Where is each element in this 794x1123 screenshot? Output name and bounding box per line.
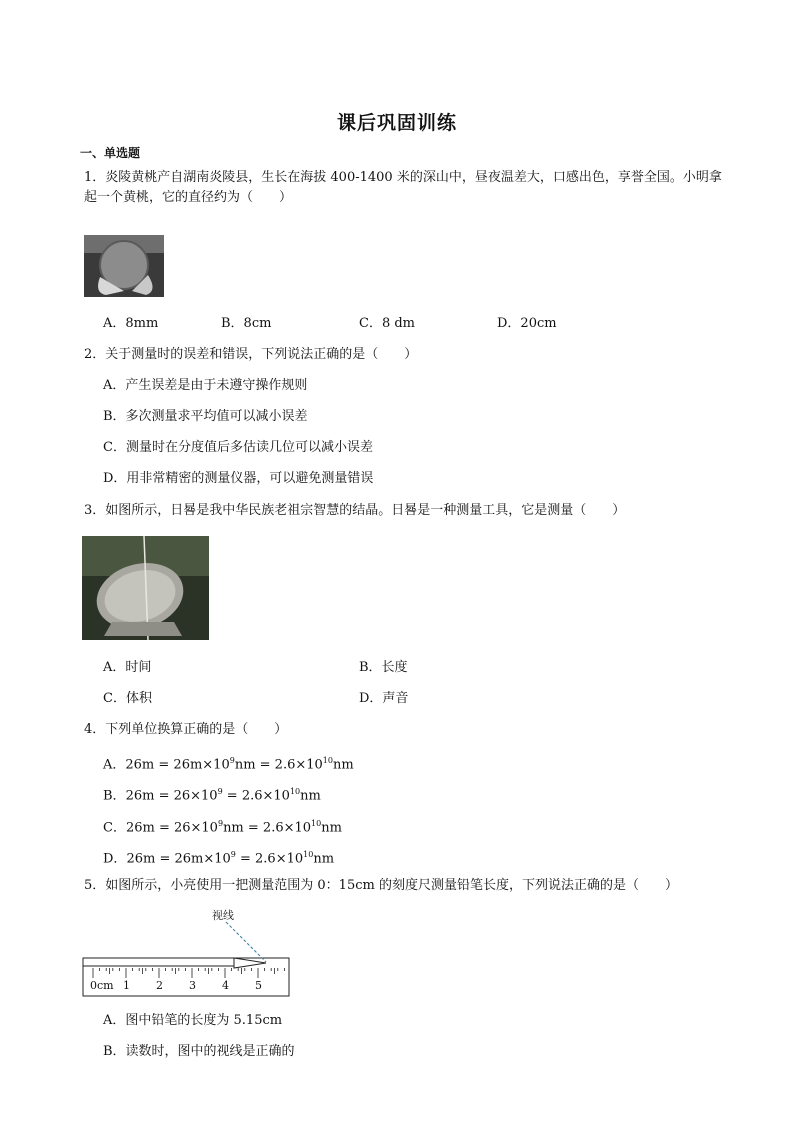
q4-option-c-exp2: 10 (311, 819, 322, 828)
q4-option-c-part2: nm = 2.6×10 (223, 820, 312, 836)
ruler-tick-0: 0cm (90, 979, 114, 992)
question-4: 4．下列单位换算正确的是（ ） (84, 722, 288, 737)
ruler-tick-5: 5 (255, 979, 262, 992)
question-5: 5．如图所示，小亮使用一把测量范围为 0：15cm 的刻度尺测量铅笔长度，下列说法正确的是（ ） (84, 878, 678, 893)
q4-option-d-part1: 26m = 26m×10 (126, 851, 231, 867)
q4-option-b-label: B． (103, 788, 126, 804)
q4-option-a-part2: nm = 2.6×10 (234, 757, 323, 773)
q3-option-d[interactable]: D．声音 (359, 691, 409, 706)
sight-line-label: 视线 (212, 909, 234, 922)
q4-option-a[interactable] (103, 752, 354, 774)
q4-option-a-exp2: 10 (322, 756, 333, 765)
q3-option-c[interactable]: C．体积 (103, 691, 152, 706)
q2-option-b[interactable]: B．多次测量求平均值可以减小误差 (103, 409, 308, 424)
sundial-photo (82, 536, 209, 640)
section-heading: 一、单选题 (80, 146, 141, 160)
q4-option-d[interactable] (103, 846, 334, 868)
question-1 (84, 168, 754, 208)
q4-option-d-label: D． (103, 851, 127, 867)
q1-option-d[interactable]: D．20cm (497, 316, 557, 331)
question-1-line2: 起一个黄桃，它的直径约为（ ） (84, 190, 293, 205)
q1-option-a[interactable]: A．8mm (103, 316, 159, 331)
page-title: 课后巩固训练 (336, 112, 457, 134)
q4-option-b-part1: 26m = 26×10 (125, 788, 218, 804)
ruler-tick-1: 1 (123, 979, 130, 992)
q2-option-d[interactable]: D．用非常精密的测量仪器，可以避免测量错误 (103, 471, 374, 486)
q4-option-d-exp2: 10 (303, 850, 314, 859)
q2-option-c[interactable]: C．测量时在分度值后多估读几位可以减小误差 (103, 440, 373, 455)
q2-option-a[interactable]: A．产生误差是由于未遵守操作规则 (103, 378, 308, 393)
q4-option-c-part1: 26m = 26×10 (125, 820, 218, 836)
ruler-figure (80, 904, 295, 1000)
q4-option-d-part3: nm (313, 851, 335, 867)
q4-option-c[interactable] (103, 815, 342, 837)
q4-option-b-part3: nm (300, 788, 321, 804)
q4-option-c-label: C． (103, 820, 126, 836)
q4-option-a-part1: 26m = 26m×10 (125, 757, 230, 773)
q3-option-b[interactable]: B．长度 (359, 660, 408, 675)
q4-option-a-exp1: 9 (229, 756, 235, 765)
q4-option-b-exp1: 9 (217, 787, 223, 796)
ruler-tick-4: 4 (222, 979, 229, 992)
q4-option-b-part2: = 2.6×10 (222, 788, 290, 804)
q4-option-c-exp1: 9 (217, 819, 224, 828)
peach-photo (84, 235, 164, 297)
q1-option-c[interactable]: C．8 dm (359, 316, 415, 331)
q1-option-b[interactable]: B．8cm (221, 316, 272, 331)
q5-option-a[interactable]: A．图中铅笔的长度为 5.15cm (103, 1013, 283, 1028)
question-1-line1: 1．炎陵黄桃产自湖南炎陵县，生长在海拔 400-1400 米的深山中，昼夜温差大，口感出色，享誉全国。小明拿 (84, 170, 722, 185)
q4-option-d-part2: = 2.6×10 (235, 851, 304, 867)
q4-option-d-exp1: 9 (230, 850, 236, 859)
q3-option-a[interactable]: A．时间 (103, 660, 152, 675)
q4-option-a-part3: nm (332, 757, 354, 773)
q4-option-c-part3: nm (321, 820, 342, 836)
question-3: 3．如图所示，日晷是我中华民族老祖宗智慧的结晶。日晷是一种测量工具，它是测量（ ） (84, 503, 626, 518)
ruler-tick-2: 2 (156, 979, 163, 992)
question-2: 2．关于测量时的误差和错误，下列说法正确的是（ ） (84, 347, 418, 362)
ruler-tick-3: 3 (189, 979, 196, 992)
q4-option-b[interactable] (103, 783, 321, 805)
q5-option-b[interactable]: B．读数时，图中的视线是正确的 (103, 1044, 295, 1059)
q4-option-b-exp2: 10 (289, 787, 301, 796)
q4-option-a-label: A． (103, 757, 126, 773)
